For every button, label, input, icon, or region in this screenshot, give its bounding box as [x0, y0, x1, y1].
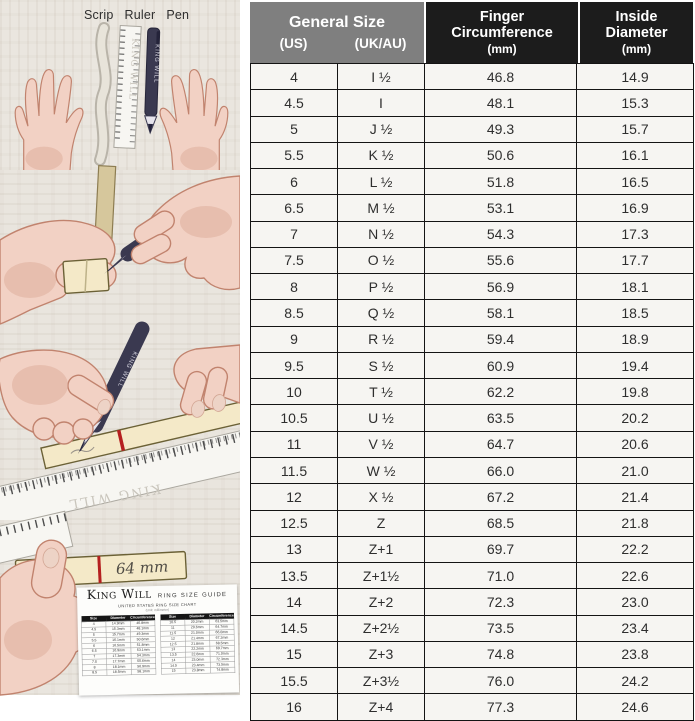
uk-size-cell: Z+2½	[338, 615, 425, 641]
size-table-row	[251, 641, 694, 667]
uk-size-cell: N ½	[338, 221, 425, 247]
us-size-cell: 10	[251, 379, 338, 405]
left-hand-illustration	[15, 70, 83, 176]
us-size-cell: 13	[251, 536, 338, 562]
mini-table-left	[81, 615, 156, 676]
circumference-cell: 74.8	[425, 641, 577, 667]
mini-table-cell: 6	[82, 643, 107, 649]
mini-table-cell: 15	[161, 668, 186, 674]
circumference-cell: 60.9	[425, 352, 577, 378]
mini-table-cell: 17.3mm	[107, 653, 132, 659]
uk-size-cell: Z	[338, 510, 425, 536]
uk-size-cell: K ½	[338, 142, 425, 168]
mini-col-header: Diameter	[106, 615, 131, 621]
scrip-strip-icon	[100, 28, 106, 160]
size-chart	[240, 0, 695, 715]
mini-table-cell: 7	[82, 654, 107, 660]
circumference-cell: 46.8	[425, 64, 577, 90]
mini-table-cell: 16.5mm	[106, 642, 131, 648]
size-table-row	[251, 169, 694, 195]
circumference-cell: 49.3	[425, 116, 577, 142]
paper-title: RING SIZE GUIDE	[157, 590, 228, 599]
panel-result	[0, 520, 240, 695]
mini-table-cell: 22.2mm	[185, 646, 210, 652]
paper-brand: King Will	[86, 586, 152, 602]
diameter-cell: 18.5	[577, 300, 694, 326]
diameter-cell: 15.7	[577, 116, 694, 142]
circumference-cell: 69.7	[425, 536, 577, 562]
label-scrip: Scrip	[84, 8, 114, 22]
uk-size-cell: Q ½	[338, 300, 425, 326]
mini-table-right	[160, 613, 235, 674]
diameter-cell: 18.9	[577, 326, 694, 352]
mini-table-cell: 68.5mm	[210, 640, 235, 646]
paper-content	[77, 584, 239, 695]
label-ruler: Ruler	[124, 8, 156, 22]
circumference-cell: 64.7	[425, 431, 577, 457]
circumference-cell: 66.0	[425, 457, 577, 483]
us-size-cell: 14	[251, 589, 338, 615]
circumference-cell: 63.5	[425, 405, 577, 431]
size-table-row	[251, 247, 694, 273]
mini-table-row	[82, 669, 156, 676]
size-table-row	[251, 589, 694, 615]
instruction-illustrations	[0, 0, 240, 695]
mini-table-cell: 63.5mm	[209, 619, 234, 625]
paper-title-row	[77, 584, 237, 602]
size-table-row	[251, 668, 694, 694]
uk-size-cell: U ½	[338, 405, 425, 431]
mini-table-cell: 14.9mm	[106, 621, 131, 627]
us-size-cell: 4.5	[251, 90, 338, 116]
us-size-cell: 8.5	[251, 300, 338, 326]
us-size-cell: 6	[251, 169, 338, 195]
mini-table-cell: 55.6mm	[131, 658, 156, 664]
mini-table-cell: 15.3mm	[106, 626, 131, 632]
size-table-body	[251, 64, 694, 721]
us-size-cell: 11	[251, 431, 338, 457]
mini-col-header: Size	[81, 616, 106, 622]
diameter-cell: 23.4	[577, 615, 694, 641]
size-table-row	[251, 326, 694, 352]
mini-table-cell: 18.5mm	[107, 669, 132, 675]
us-size-cell: 7	[251, 221, 338, 247]
mini-table-cell: 10.5	[160, 620, 185, 626]
uk-size-cell: Z+4	[338, 694, 425, 720]
us-size-cell: 16	[251, 694, 338, 720]
general-size-sublabels	[250, 36, 424, 51]
panel-wrap-finger	[0, 170, 240, 345]
uk-size-cell: O ½	[338, 247, 425, 273]
size-table-row	[251, 694, 694, 720]
circumference-cell: 62.2	[425, 379, 577, 405]
us-size-cell: 11.5	[251, 457, 338, 483]
ruler-brand-text: KING WILL	[66, 480, 163, 512]
diameter-cell: 14.9	[577, 64, 694, 90]
header-finger-circumference: Finger Circumference (mm)	[426, 2, 578, 63]
diameter-cell: 24.6	[577, 694, 694, 720]
mini-table-cell: 21.0mm	[185, 630, 210, 636]
mini-table-cell: 49.3mm	[131, 631, 156, 637]
size-table-row	[251, 274, 694, 300]
uk-size-cell: S ½	[338, 352, 425, 378]
diameter-cell: 21.8	[577, 510, 694, 536]
us-size-cell: 5.5	[251, 142, 338, 168]
size-table-row	[251, 195, 694, 221]
mini-table-cell: 23.8mm	[186, 668, 211, 674]
uk-size-cell: P ½	[338, 274, 425, 300]
uk-size-cell: Z+2	[338, 589, 425, 615]
mini-table-cell: 69.7mm	[210, 646, 235, 652]
mini-table-cell: 12	[161, 636, 186, 642]
size-table-row	[251, 615, 694, 641]
diameter-cell: 16.1	[577, 142, 694, 168]
us-size-cell: 15.5	[251, 668, 338, 694]
mini-table-cell: 74.8mm	[210, 667, 235, 673]
size-table-row	[251, 563, 694, 589]
general-size-label: General Size	[288, 13, 386, 31]
right-hand-illustration	[160, 70, 228, 176]
label-pen: Pen	[166, 8, 190, 22]
mini-col-header: Size	[160, 614, 185, 620]
diameter-cell: 19.4	[577, 352, 694, 378]
mini-table-cell: 23.0mm	[186, 657, 211, 663]
uk-size-cell: Z+1	[338, 536, 425, 562]
mini-table-cell: 8.5	[82, 670, 107, 676]
size-table-row	[251, 536, 694, 562]
pen-brand-text: KING WILL	[115, 350, 138, 389]
diameter-cell: 17.7	[577, 247, 694, 273]
circumference-cell: 58.1	[425, 300, 577, 326]
uk-size-cell: X ½	[338, 484, 425, 510]
us-size-cell: 9	[251, 326, 338, 352]
panel-tools	[0, 0, 240, 170]
us-size-cell: 6.5	[251, 195, 338, 221]
paper-note: (Unit: millimeter)	[145, 608, 170, 613]
uk-size-cell: V ½	[338, 431, 425, 457]
diameter-cell: 20.2	[577, 405, 694, 431]
circumference-cell: 68.5	[425, 510, 577, 536]
us-size-cell: 8	[251, 274, 338, 300]
mini-table-cell: 54.3mm	[131, 653, 156, 659]
diameter-cell: 21.4	[577, 484, 694, 510]
mini-table-cell: 13.5	[161, 652, 186, 658]
mini-table-cell: 20.6mm	[185, 625, 210, 631]
mini-col-header: Diameter	[185, 613, 210, 619]
mini-col-header: Circumference	[209, 613, 234, 618]
size-table-row	[251, 352, 694, 378]
us-size-cell: 9.5	[251, 352, 338, 378]
uk-size-cell: L ½	[338, 169, 425, 195]
tools-illustration	[0, 0, 240, 170]
circumference-cell: 72.3	[425, 589, 577, 615]
size-table-row	[251, 431, 694, 457]
uk-size-cell: M ½	[338, 195, 425, 221]
diameter-cell: 21.0	[577, 457, 694, 483]
uk-size-cell: T ½	[338, 379, 425, 405]
uk-size-cell: I	[338, 90, 425, 116]
size-table-row	[251, 484, 694, 510]
ruler-icon	[114, 26, 141, 149]
size-table	[250, 63, 694, 721]
measurement-text: 64 mm	[115, 557, 169, 579]
mini-table-cell: 58.1mm	[131, 669, 156, 675]
mini-table-cell: 23.4mm	[186, 662, 211, 668]
circumference-cell: 56.9	[425, 274, 577, 300]
ruler-brand-text: KING WILL	[126, 38, 140, 101]
uk-size-cell: Z+3½	[338, 668, 425, 694]
mini-tables	[77, 613, 238, 676]
mini-table-cell: 7.5	[82, 659, 107, 665]
diameter-cell: 24.2	[577, 668, 694, 694]
measure-illustration	[0, 345, 240, 520]
mini-table-cell: 11	[160, 625, 185, 631]
mini-table-cell: 53.1mm	[131, 647, 156, 653]
diameter-cell: 19.8	[577, 379, 694, 405]
size-table-row	[251, 142, 694, 168]
diameter-cell: 16.5	[577, 169, 694, 195]
mini-table-cell: 51.8mm	[131, 642, 156, 648]
size-table-row	[251, 300, 694, 326]
mini-table-cell: 21.8mm	[185, 641, 210, 647]
circumference-cell: 53.1	[425, 195, 577, 221]
mini-table-cell: 6.5	[82, 648, 107, 654]
circumference-cell: 54.3	[425, 221, 577, 247]
mini-table-cell: 8	[82, 664, 107, 670]
mini-table-cell: 4	[81, 621, 106, 627]
pen-icon	[144, 28, 160, 133]
mini-table-cell: 5.5	[82, 638, 107, 644]
circumference-cell: 59.4	[425, 326, 577, 352]
mini-table-cell: 66.0mm	[210, 629, 235, 635]
uk-size-cell: Z+1½	[338, 563, 425, 589]
wrap-finger-illustration	[0, 170, 240, 345]
circumference-cell: 76.0	[425, 668, 577, 694]
mini-table-cell: 16.9mm	[106, 648, 131, 654]
mini-table-row	[161, 667, 235, 674]
strip-band-on-finger	[63, 259, 109, 294]
mini-table-cell: 50.6mm	[131, 636, 156, 642]
diameter-cell: 23.8	[577, 641, 694, 667]
diameter-cell: 15.3	[577, 90, 694, 116]
size-table-row	[251, 457, 694, 483]
us-size-cell: 10.5	[251, 405, 338, 431]
size-table-row	[251, 510, 694, 536]
right-hand-illustration	[128, 176, 240, 290]
diameter-cell: 20.6	[577, 431, 694, 457]
us-size-cell: 13.5	[251, 563, 338, 589]
pen-brand-text: KING WILL	[152, 44, 160, 84]
mini-table-cell: 20.2mm	[185, 619, 210, 625]
paper-subtitle: UNITED STATES RING SIZE CHART	[117, 602, 197, 609]
size-chart-header	[250, 2, 693, 63]
circumference-cell: 55.6	[425, 247, 577, 273]
mini-table-cell: 17.7mm	[107, 659, 132, 665]
circumference-cell: 51.8	[425, 169, 577, 195]
circumference-cell: 71.0	[425, 563, 577, 589]
mini-table-cell: 14.5	[161, 663, 186, 669]
mini-table-cell: 71.0mm	[210, 651, 235, 657]
mini-table-cell: 18.1mm	[107, 664, 132, 670]
size-table-row	[251, 116, 694, 142]
diameter-cell: 22.6	[577, 563, 694, 589]
us-size-cell: 12.5	[251, 510, 338, 536]
size-table-row	[251, 405, 694, 431]
mini-table-cell: 4.5	[81, 627, 106, 633]
mini-table-cell: 12.5	[161, 641, 186, 647]
circumference-cell: 50.6	[425, 142, 577, 168]
uk-size-cell: J ½	[338, 116, 425, 142]
mini-table-cell: 21.4mm	[185, 635, 210, 641]
us-label: (US)	[279, 35, 308, 51]
circumference-cell: 67.2	[425, 484, 577, 510]
mini-table-cell: 16.1mm	[106, 637, 131, 643]
us-size-cell: 14.5	[251, 615, 338, 641]
mini-table-cell: 46.8mm	[130, 620, 155, 626]
size-table-row	[251, 90, 694, 116]
header-general-size	[250, 2, 424, 63]
mini-table-cell: 56.9mm	[131, 663, 156, 669]
diameter-cell: 18.1	[577, 274, 694, 300]
diameter-cell: 22.2	[577, 536, 694, 562]
circumference-cell: 77.3	[425, 694, 577, 720]
header-inside-diameter: Inside Diameter (mm)	[580, 2, 693, 63]
panel-measure-strip	[0, 345, 240, 520]
diameter-cell: 23.0	[577, 589, 694, 615]
uk-size-cell: R ½	[338, 326, 425, 352]
us-size-cell: 5	[251, 116, 338, 142]
uk-size-cell: W ½	[338, 457, 425, 483]
circumference-cell: 48.1	[425, 90, 577, 116]
diameter-cell: 17.3	[577, 221, 694, 247]
mini-table-cell: 48.1mm	[130, 626, 155, 632]
diameter-cell: 16.9	[577, 195, 694, 221]
us-size-cell: 7.5	[251, 247, 338, 273]
ring-size-guide-paper	[77, 584, 239, 695]
mini-table-cell: 64.7mm	[209, 624, 234, 630]
us-size-cell: 4	[251, 64, 338, 90]
us-size-cell: 12	[251, 484, 338, 510]
mini-table-cell: 67.2mm	[210, 635, 235, 641]
mini-table-cell: 72.3mm	[210, 656, 235, 662]
size-table-row	[251, 379, 694, 405]
mini-table-cell: 22.6mm	[186, 652, 211, 658]
uk-size-cell: Z+3	[338, 641, 425, 667]
mini-table-cell: 13	[161, 647, 186, 653]
mini-col-header: Circumference	[130, 615, 155, 620]
mini-table-cell: 73.5mm	[210, 662, 235, 668]
us-size-cell: 15	[251, 641, 338, 667]
mini-table-cell: 14	[161, 657, 186, 663]
uk-au-label: (UK/AU)	[354, 35, 407, 51]
uk-size-cell: I ½	[338, 64, 425, 90]
size-table-row	[251, 64, 694, 90]
mini-table-cell: 15.7mm	[106, 632, 131, 638]
mini-table-cell: 11.5	[161, 630, 186, 636]
mini-table-cell: 5	[82, 632, 107, 638]
circumference-cell: 73.5	[425, 615, 577, 641]
size-table-row	[251, 221, 694, 247]
